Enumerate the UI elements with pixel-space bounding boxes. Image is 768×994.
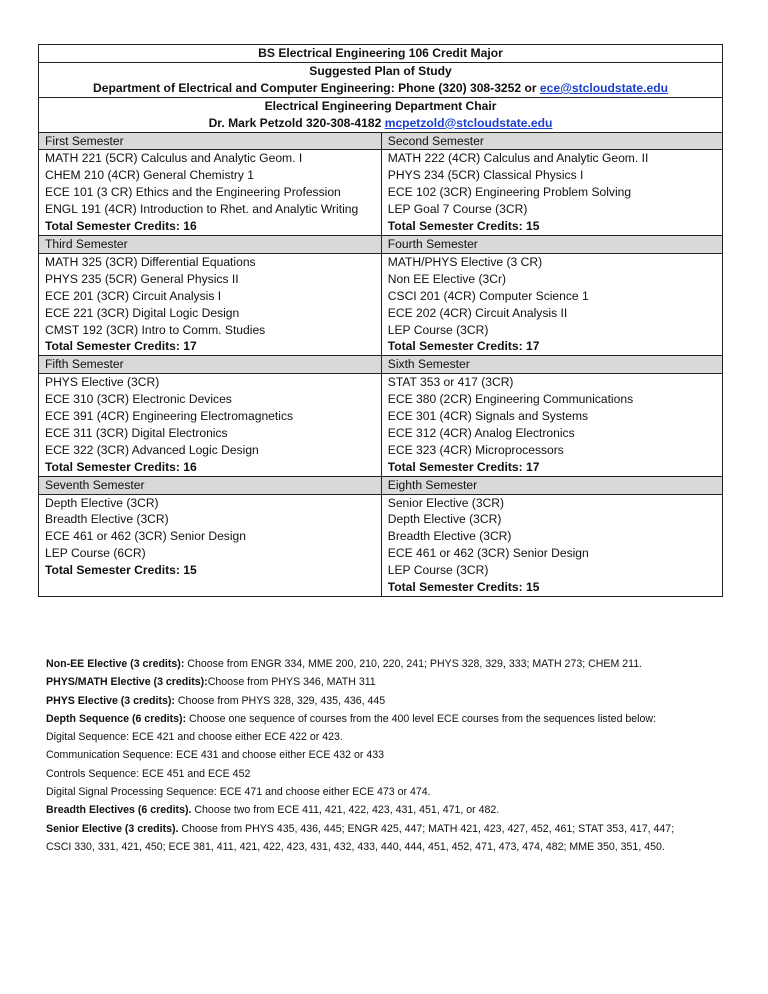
course-item: LEP Goal 7 Course (3CR) — [387, 202, 528, 217]
department-contact: Department of Electrical and Computer Engineering: Phone (320) 308-3252 or — [93, 80, 540, 95]
course-item: ENGL 191 (4CR) Introduction to Rhet. and Analytic Writing — [45, 202, 359, 217]
course-item: Senior Elective (3CR) — [387, 495, 505, 510]
semester-title: Sixth Semester — [381, 356, 722, 374]
semester-title: Eighth Semester — [381, 476, 722, 494]
course-item: MATH 221 (5CR) Calculus and Analytic Geom. I — [45, 151, 303, 166]
semester-title: Fourth Semester — [381, 235, 722, 253]
program-title: BS Electrical Engineering 106 Credit Major — [39, 45, 723, 63]
semester-title: Second Semester — [381, 132, 722, 150]
note-heading: Senior Elective (3 credits). — [46, 822, 179, 835]
note-line — [46, 655, 736, 673]
note-line — [46, 838, 736, 856]
course-item: ECE 322 (3CR) Advanced Logic Design — [45, 442, 259, 457]
semester-courses-row — [39, 494, 723, 596]
semester-title-row — [39, 235, 723, 253]
note-line — [46, 783, 736, 801]
note-heading: PHYS Elective (3 credits): — [46, 694, 175, 707]
note-line — [46, 728, 736, 746]
course-item: LEP Course (3CR) — [387, 563, 489, 578]
note-heading: Non-EE Elective (3 credits): — [46, 658, 185, 670]
course-item: ECE 201 (3CR) Circuit Analysis I — [45, 288, 222, 303]
course-item: ECE 101 (3 CR) Ethics and the Engineering Profession — [45, 185, 341, 200]
note-text: Choose one sequence of courses from the 400 level ECE courses from the sequences listed below: — [186, 712, 657, 725]
semester-title-row — [39, 476, 723, 494]
note-text: Digital Sequence: ECE 421 and choose either ECE 422 or 423. — [46, 731, 343, 744]
plan-subtitle: Suggested Plan of Study — [309, 63, 452, 78]
note-heading: Depth Sequence (6 credits): — [46, 712, 187, 725]
semester-title: Third Semester — [39, 235, 382, 253]
course-item: ECE 461 or 462 (3CR) Senior Design — [45, 529, 246, 544]
course-item: LEP Course (6CR) — [45, 546, 146, 561]
semester-course-list — [381, 253, 722, 355]
course-item: ECE 380 (2CR) Engineering Communications — [387, 392, 634, 407]
note-line — [46, 820, 736, 838]
semester-course-list — [381, 374, 722, 476]
course-item: MATH 325 (3CR) Differential Equations — [45, 254, 256, 269]
semester-title: Seventh Semester — [39, 476, 382, 494]
note-text: Choose from ENGR 334, MME 200, 210, 220, 241; PHYS 328, 329, 333; MATH 273; CHEM 211. — [184, 658, 643, 670]
header-row-title — [39, 45, 723, 63]
semester-title: Fifth Semester — [39, 356, 382, 374]
course-item: Depth Elective (3CR) — [45, 495, 159, 510]
note-text: Controls Sequence: ECE 451 and ECE 452 — [46, 767, 251, 780]
course-item: ECE 312 (4CR) Analog Electronics — [387, 425, 575, 440]
note-text: Choose from PHYS 435, 436, 445; ENGR 425, 447; MATH 421, 423, 427, 452, 461; STAT 353, 417, 447; — [178, 822, 675, 835]
semester-courses-row — [39, 374, 723, 476]
elective-notes — [46, 655, 736, 856]
course-item: ECE 311 (3CR) Digital Electronics — [45, 425, 228, 440]
note-line — [46, 692, 736, 710]
note-line — [46, 673, 736, 691]
course-item: ECE 221 (3CR) Digital Logic Design — [45, 305, 240, 320]
semester-title-row — [39, 132, 723, 150]
note-text: Choose two from ECE 411, 421, 422, 423, 431, 451, 471, or 482. — [191, 804, 500, 817]
semester-course-list — [39, 253, 382, 355]
course-item: PHYS 235 (5CR) General Physics II — [45, 271, 239, 286]
note-heading: PHYS/MATH Elective (3 credits): — [46, 676, 208, 689]
department-email-link[interactable]: ece@stcloudstate.edu — [539, 80, 668, 95]
semester-total-credits: Total Semester Credits: 17 — [387, 459, 540, 474]
note-line — [46, 746, 736, 764]
course-item: ECE 102 (3CR) Engineering Problem Solving — [387, 185, 632, 200]
semester-total-credits: Total Semester Credits: 16 — [45, 219, 197, 234]
course-item: CHEM 210 (4CR) General Chemistry 1 — [45, 168, 255, 183]
note-line — [46, 765, 736, 783]
note-text: Choose from PHYS 346, MATH 311 — [207, 676, 376, 689]
course-item: PHYS 234 (5CR) Classical Physics I — [387, 168, 584, 183]
note-text: Digital Signal Processing Sequence: ECE 471 and choose either ECE 473 or 474. — [46, 786, 431, 799]
semester-course-list — [381, 494, 722, 596]
semester-total-credits: Total Semester Credits: 16 — [45, 459, 197, 474]
chair-contact: Dr. Mark Petzold 320-308-4182 — [208, 115, 385, 130]
course-item: Breadth Elective (3CR) — [387, 529, 512, 544]
course-item: MATH 222 (4CR) Calculus and Analytic Geom. II — [387, 151, 649, 166]
note-line — [46, 801, 736, 819]
chair-title: Electrical Engineering Department Chair — [264, 98, 497, 113]
course-item: ECE 323 (4CR) Microprocessors — [387, 442, 564, 457]
chair-email-link[interactable]: mcpetzold@stcloudstate.edu — [384, 115, 553, 130]
semester-course-list — [381, 150, 722, 236]
note-line — [46, 710, 736, 728]
semester-total-credits: Total Semester Credits: 15 — [387, 580, 540, 595]
semester-title: First Semester — [39, 132, 382, 150]
course-item: PHYS Elective (3CR) — [45, 375, 160, 390]
semester-total-credits: Total Semester Credits: 15 — [387, 219, 540, 234]
course-item: CSCI 201 (4CR) Computer Science 1 — [387, 288, 589, 303]
course-item: Non EE Elective (3Cr) — [387, 271, 507, 286]
semester-course-list — [39, 150, 382, 236]
course-item: ECE 461 or 462 (3CR) Senior Design — [387, 546, 589, 561]
course-item: ECE 391 (4CR) Engineering Electromagnetics — [45, 409, 294, 424]
course-item: ECE 301 (4CR) Signals and Systems — [387, 409, 589, 424]
note-heading: Breadth Electives (6 credits). — [46, 804, 192, 817]
course-item: LEP Course (3CR) — [387, 322, 489, 337]
course-item: Breadth Elective (3CR) — [45, 512, 169, 527]
semester-title-row — [39, 356, 723, 374]
note-text: Communication Sequence: ECE 431 and choose either ECE 432 or 433 — [46, 749, 385, 762]
semester-course-list — [39, 374, 382, 476]
course-item: STAT 353 or 417 (3CR) — [387, 375, 514, 390]
plan-of-study-table — [38, 44, 723, 597]
course-item: MATH/PHYS Elective (3 CR) — [387, 254, 543, 269]
semester-courses-row — [39, 253, 723, 355]
semester-course-list — [39, 494, 382, 596]
semester-total-credits: Total Semester Credits: 17 — [45, 339, 197, 354]
header-row-chair — [39, 97, 723, 132]
header-row-department — [39, 62, 723, 97]
semester-courses-row — [39, 150, 723, 236]
semester-total-credits: Total Semester Credits: 17 — [387, 339, 540, 354]
course-item: ECE 202 (4CR) Circuit Analysis II — [387, 305, 568, 320]
course-item: CMST 192 (3CR) Intro to Comm. Studies — [45, 322, 266, 337]
semester-total-credits: Total Semester Credits: 15 — [45, 563, 197, 578]
course-item: Depth Elective (3CR) — [387, 512, 502, 527]
course-item: ECE 310 (3CR) Electronic Devices — [45, 392, 232, 407]
note-text: CSCI 330, 331, 421, 450; ECE 381, 411, 421, 422, 423, 431, 432, 433, 440, 444, 451, 452, 471, 473, 474, 482; MME 350, 351, 450. — [46, 840, 665, 853]
note-text: Choose from PHYS 328, 329, 435, 436, 445 — [174, 694, 386, 707]
